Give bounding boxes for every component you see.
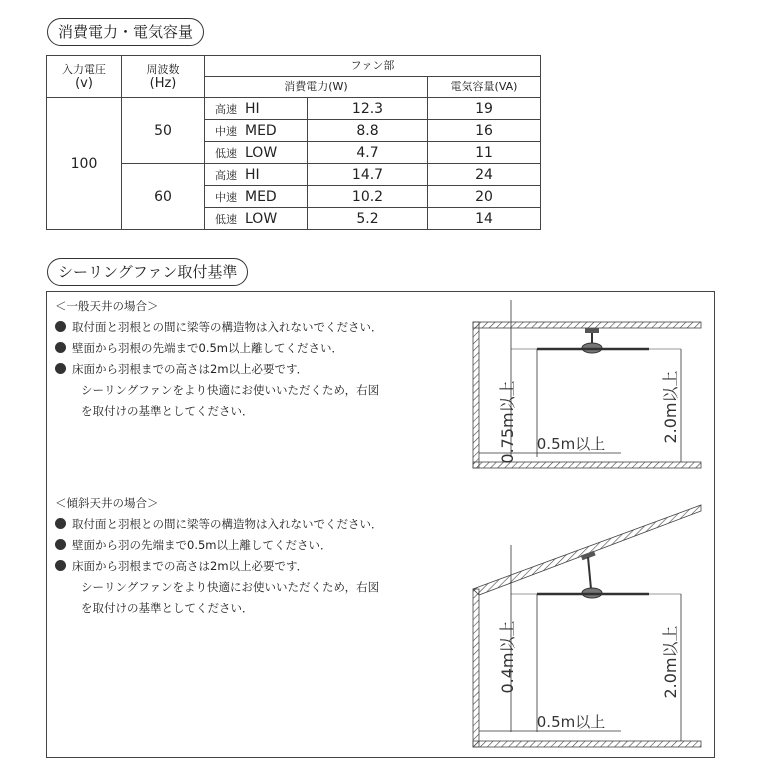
freq-cell: 50 bbox=[122, 98, 205, 164]
ceiling-fan-icon bbox=[537, 551, 649, 598]
freq-cell: 60 bbox=[122, 164, 205, 230]
flat-bullet-3: 床面から羽根までの高さは2m以上必要です． bbox=[72, 362, 309, 376]
flat-bullet-2: 壁面から羽根の先端まで0.5m以上離してください． bbox=[72, 341, 343, 355]
speed-cell: 低速 LOW bbox=[205, 142, 308, 164]
wall bbox=[473, 589, 479, 747]
install-panel bbox=[46, 291, 715, 758]
bullet-icon bbox=[55, 363, 66, 374]
header-frequency: 周波数 (Hz) bbox=[122, 56, 205, 98]
capacity-cell: 20 bbox=[428, 186, 541, 208]
slope-bullet-1: 取付面と羽根との間に梁等の構造物は入れないでください． bbox=[72, 517, 383, 531]
bullet-icon bbox=[55, 518, 66, 529]
table-row bbox=[47, 98, 541, 120]
flat-dim-floor: 2.0m以上 bbox=[661, 370, 680, 444]
flat-note-2: を取付けの基準としてください． bbox=[81, 404, 254, 418]
header-power: 消費電力(W) bbox=[205, 77, 428, 98]
capacity-cell: 11 bbox=[428, 142, 541, 164]
power-cell: 12.3 bbox=[308, 98, 428, 120]
speed-cell: 中速 MED bbox=[205, 186, 308, 208]
flat-dim-top: 0.75m以上 bbox=[498, 380, 517, 464]
flat-ceiling-diagram bbox=[461, 292, 711, 482]
wall bbox=[473, 322, 479, 468]
flat-ceiling-text bbox=[55, 296, 383, 422]
bullet-icon bbox=[55, 342, 66, 353]
power-cell: 4.7 bbox=[308, 142, 428, 164]
floor bbox=[473, 741, 701, 747]
bullet-icon bbox=[55, 321, 66, 332]
flat-dim-wall: 0.5m以上 bbox=[536, 435, 606, 453]
slope-note-1: シーリングファンをより快適にお使いいただくため，右図 bbox=[81, 580, 380, 594]
speed-cell: 高速 HI bbox=[205, 164, 308, 186]
flat-heading: ＜一般天井の場合＞ bbox=[55, 299, 159, 313]
speed-cell: 低速 LOW bbox=[205, 208, 308, 230]
header-capacity: 電気容量(VA) bbox=[428, 77, 541, 98]
power-cell: 5.2 bbox=[308, 208, 428, 230]
slope-bullet-2: 壁面から羽の先端まで0.5m以上離してください． bbox=[72, 538, 332, 552]
capacity-cell: 19 bbox=[428, 98, 541, 120]
spec-title: 消費電力・電気容量 bbox=[47, 18, 204, 46]
slope-dim-floor: 2.0m以上 bbox=[661, 625, 680, 699]
flat-note-1: シーリングファンをより快適にお使いいただくため，右図 bbox=[81, 383, 380, 397]
capacity-cell: 16 bbox=[428, 120, 541, 142]
power-cell: 14.7 bbox=[308, 164, 428, 186]
capacity-cell: 14 bbox=[428, 208, 541, 230]
bullet-icon bbox=[55, 539, 66, 550]
spec-table bbox=[46, 55, 541, 230]
slope-note-2: を取付けの基準としてください． bbox=[81, 601, 254, 615]
install-title: シーリングファン取付基準 bbox=[47, 258, 248, 286]
speed-cell: 中速 MED bbox=[205, 120, 308, 142]
ceiling bbox=[473, 322, 701, 328]
table-row bbox=[47, 164, 541, 186]
sloped-ceiling bbox=[473, 505, 701, 595]
slope-heading: ＜傾斜天井の場合＞ bbox=[55, 496, 159, 510]
power-cell: 8.8 bbox=[308, 120, 428, 142]
header-fan: ファン部 bbox=[205, 56, 541, 77]
header-voltage: 入力電圧 (v) bbox=[47, 56, 122, 98]
slope-ceiling-text bbox=[55, 493, 383, 619]
flat-bullet-1: 取付面と羽根との間に梁等の構造物は入れないでください． bbox=[72, 320, 383, 334]
slope-dim-top: 0.4m以上 bbox=[498, 620, 517, 694]
slope-bullet-3: 床面から羽根までの高さは2m以上必要です． bbox=[72, 559, 309, 573]
power-cell: 10.2 bbox=[308, 186, 428, 208]
bullet-icon bbox=[55, 560, 66, 571]
speed-cell: 高速 HI bbox=[205, 98, 308, 120]
capacity-cell: 24 bbox=[428, 164, 541, 186]
slope-dim-wall: 0.5m以上 bbox=[536, 713, 606, 731]
slope-ceiling-diagram bbox=[461, 497, 711, 755]
voltage-cell: 100 bbox=[47, 98, 122, 230]
